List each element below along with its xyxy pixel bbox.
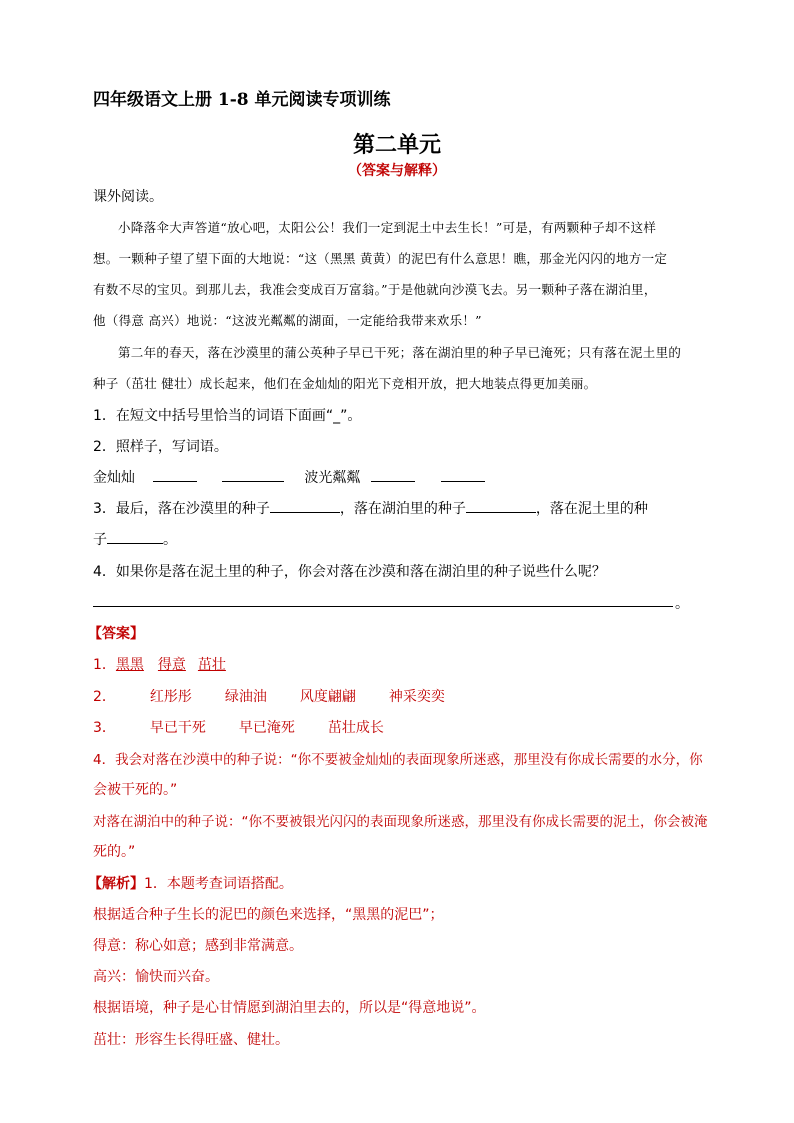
analysis-line: 高兴：愉快而兴奋。 [93,969,219,985]
question-3-text: ，落在泥土里的种 [535,501,648,517]
answer-word: 黑黑 [115,657,144,673]
analysis-line: 根据适合种子生长的泥巴的颜色来选择，“黑黑的泥巴”； [93,907,444,923]
answer-4-line: 会被干死的。” [93,782,178,798]
passage-line: 种子（茁壮 健壮）成长起来，他们在金灿灿的阳光下竞相开放，把大地装点得更加美丽。 [93,376,597,391]
analysis-line: 根据语境，种子是心甘情愿到湖泊里去的，所以是“得意地说”。 [93,1000,486,1016]
answer-subtitle: （答案与解释） [348,163,446,179]
question-1: 1．在短文中括号里恰当的词语下面画“_”。 [93,408,362,424]
answer-4-line: 4．我会对落在沙漠中的种子说：“你不要被金灿灿的表面现象所迷惑，那里没有你成长需要的水分，你 [93,752,703,768]
analysis-line: 茁壮：形容生长得旺盛、健壮。 [93,1032,289,1048]
answer-blank[interactable] [466,498,536,513]
question-3-text: 3．最后，落在沙漠里的种子 [93,501,270,517]
analysis-label: 【解析】 [88,876,144,892]
section-label: 课外阅读。 [93,189,163,205]
question-3 [93,498,648,518]
passage-line: 第二年的春天，落在沙漠里的蒲公英种子早已干死；落在湖泊里的种子早已淹死；只有落在泥土里的 [118,345,682,360]
passage-line: 他（得意 高兴）地说：“这波光粼粼的湖面，一定能给我带来欢乐！” [93,313,482,328]
answer-blank[interactable] [153,467,197,482]
example-word-1: 金灿灿 [93,470,135,486]
answer-3 [93,717,384,737]
question-3-cont [93,529,177,549]
passage-line: 小降落伞大声答道“放心吧，太阳公公！我们一定到泥土中去生长！”可是，有两颗种子却不这样 [118,220,657,235]
question-3-text: ，落在湖泊里的种子 [339,501,466,517]
passage-line: 想。一颗种子望了望下面的大地说：“这（黑黑 黄黄）的泥巴有什么意思！瞧，那金光闪闪的地方一定 [93,251,668,266]
unit-title: 第二单元 [352,133,441,158]
question-3-text: 子 [93,532,107,548]
answer-word: 绿油油 [224,689,267,705]
answer-word: 红彤彤 [149,689,192,705]
answer-1 [93,654,226,674]
answer-blank[interactable] [441,467,485,482]
analysis-line: 得意：称心如意；感到非常满意。 [93,938,303,954]
example-word-2: 波光粼粼 [304,470,361,486]
answer-word: 茁壮成长 [327,720,384,736]
answer-blank[interactable] [222,467,284,482]
question-3-text: 。 [163,532,177,548]
analysis-text: 1．本题考查词语搭配。 [144,876,293,892]
answer-blank[interactable] [270,498,340,513]
answer-number: 1． [93,657,116,673]
analysis-line-1 [88,873,293,893]
answer-word: 得意 [157,657,186,673]
question-4-end: 。 [675,596,689,612]
question-4-answer-line[interactable] [93,606,673,607]
question-2: 2．照样子，写词语。 [93,439,228,455]
answers-label: 【答案】 [88,626,144,642]
answer-word: 神采奕奕 [388,689,445,705]
question-4: 4．如果你是落在泥土里的种子，你会对落在沙漠和落在湖泊里的种子说些什么呢？ [93,564,606,580]
answer-word: 早已干死 [149,720,206,736]
answer-4-line: 对落在湖泊中的种子说：“你不要被银光闪闪的表面现象所迷惑，那里没有你成长需要的泥土，你会被淹 [93,814,708,830]
answer-number: 3． [93,720,116,736]
answer-word: 风度翩翩 [299,689,356,705]
passage-line: 有数不尽的宝贝。到那儿去，我准会变成百万富翁。”于是他就向沙漠飞去。另一颗种子落在湖泊里， [93,282,657,297]
answer-word: 早已淹死 [238,720,295,736]
answer-blank[interactable] [371,467,415,482]
question-2-examples [93,467,485,487]
answer-4-line: 死的。” [93,844,136,860]
answer-blank[interactable] [107,529,163,544]
answer-word: 茁壮 [197,657,226,673]
answer-number: 2． [93,689,116,705]
answer-2 [93,686,445,706]
document-title: 四年级语文上册 1-8 单元阅读专项训练 [93,90,391,110]
